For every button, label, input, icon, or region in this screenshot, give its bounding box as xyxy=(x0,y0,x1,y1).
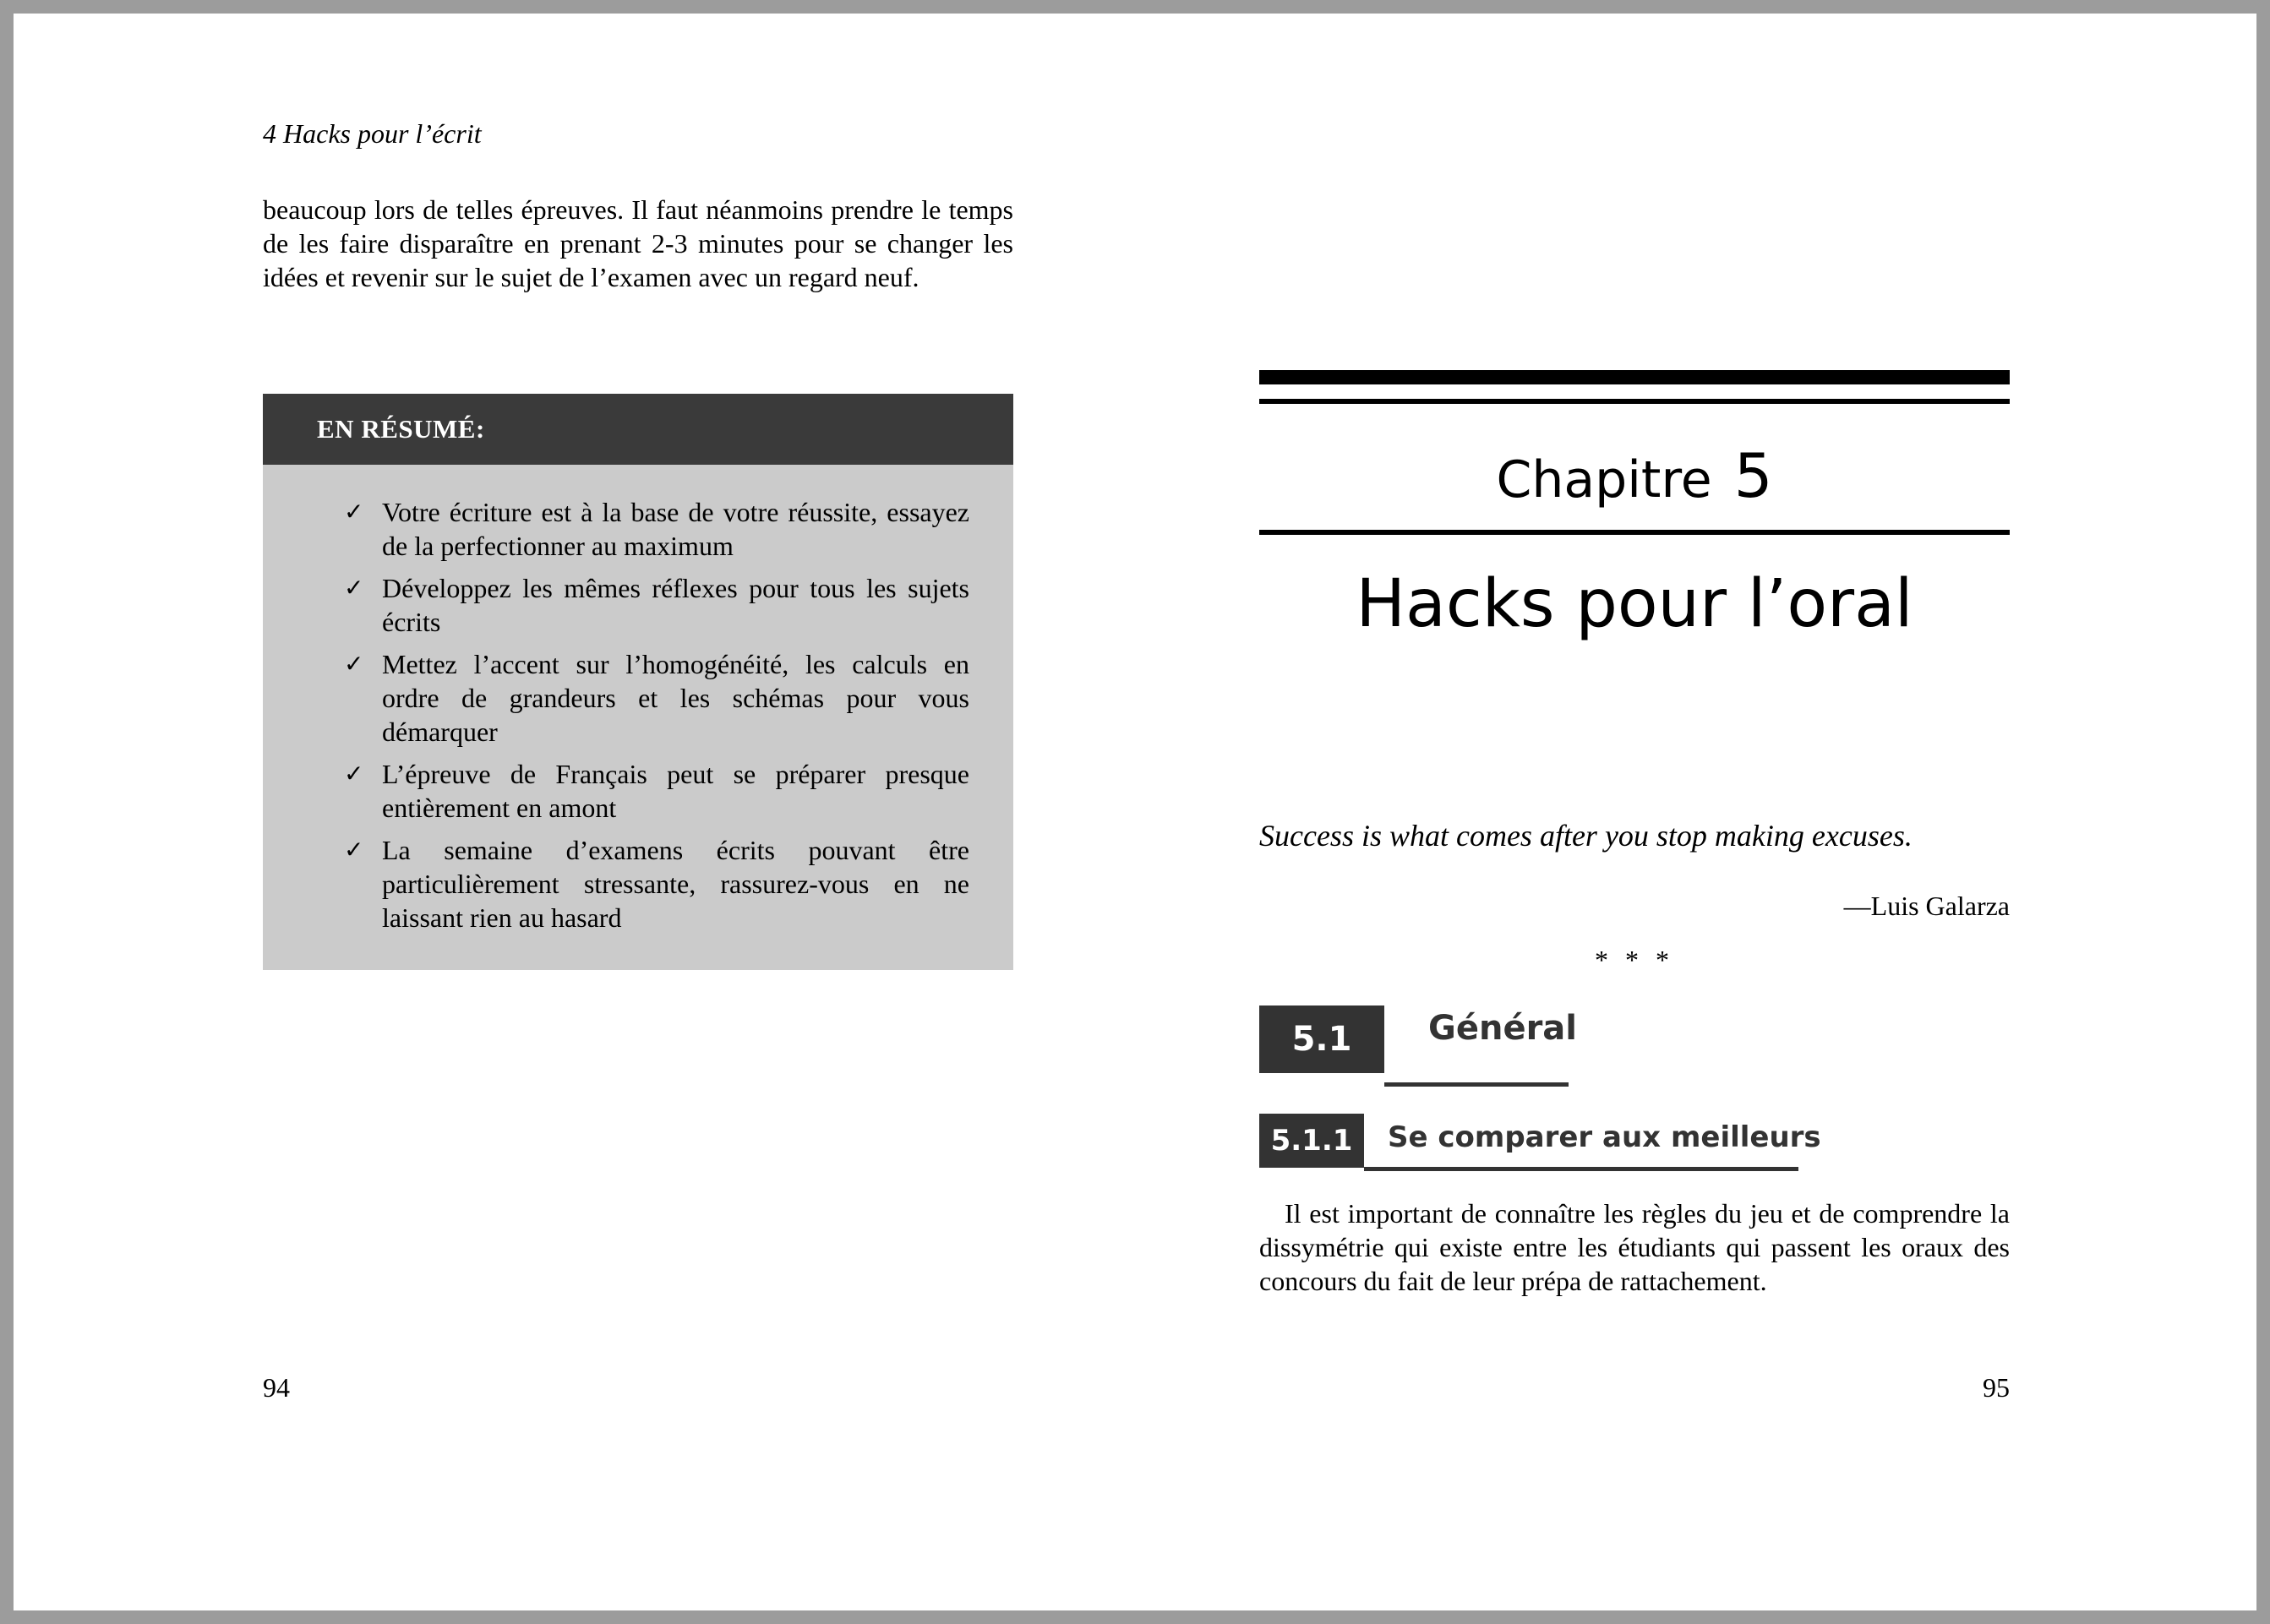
chapter-number: 5 xyxy=(1733,440,1773,511)
section-separator: * * * xyxy=(1595,945,1674,975)
section-number-badge: 5.1 xyxy=(1259,1005,1384,1073)
left-page-paragraph: beaucoup lors de telles épreuves. Il faut néanmoins prendre le temps de les faire disparaître en prenant 2-3 minutes pour se changer les idées et revenir sur le sujet de l’examen avec un regard neuf. xyxy=(263,194,1013,292)
page-number-left: 94 xyxy=(263,1372,290,1403)
right-page-paragraph: Il est important de connaître les règles du jeu et de comprendre la dissymétrie qui existe entre les étudiants qui passent les oraux des concours du fait de leur prépa de rattachement. xyxy=(1259,1198,2010,1296)
summary-item xyxy=(344,571,969,639)
subsection-number-badge: 5.1.1 xyxy=(1259,1114,1364,1168)
chapter-rule-top xyxy=(1259,399,2010,404)
chapter-title: Hacks pour l’oral xyxy=(1356,566,1913,642)
book-spread xyxy=(14,14,2256,1610)
summary-box xyxy=(263,394,1013,970)
summary-item-text: Mettez l’accent sur l’homogénéité, les calculs en ordre de grandeurs et les schémas pour vous démarquer xyxy=(382,649,969,747)
running-head: 4 Hacks pour l’écrit xyxy=(263,118,482,149)
subsection-title: Se comparer aux meilleurs xyxy=(1388,1120,1821,1154)
page-number-right: 95 xyxy=(1983,1372,2010,1403)
subsection-underline xyxy=(1364,1167,1798,1171)
checkmark-icon: ✓ xyxy=(344,836,364,864)
summary-item xyxy=(344,647,969,749)
summary-title: EN RÉSUMÉ: xyxy=(317,414,485,444)
summary-item-text: Votre écriture est à la base de votre réussite, essayez de la perfectionner au maximum xyxy=(382,497,969,561)
checkmark-icon: ✓ xyxy=(344,650,364,678)
checkmark-icon: ✓ xyxy=(344,574,364,602)
epigraph-quote: Success is what comes after you stop making excuses. xyxy=(1259,819,1913,853)
summary-item-text: L’épreuve de Français peut se préparer presque entièrement en amont xyxy=(382,759,969,823)
section-underline xyxy=(1384,1082,1569,1087)
summary-item xyxy=(344,833,969,935)
summary-item-text: La semaine d’examens écrits pouvant être particulièrement stressante, rassurez-vous en ne laissant rien au hasard xyxy=(382,835,969,933)
summary-item xyxy=(344,495,969,563)
chapter-label: Chapitre xyxy=(1496,450,1712,510)
epigraph-author: —Luis Galarza xyxy=(1843,891,2010,921)
summary-item xyxy=(344,757,969,825)
chapter-heading xyxy=(1259,440,2010,511)
summary-list xyxy=(344,495,969,943)
checkmark-icon: ✓ xyxy=(344,498,364,526)
section-title: Général xyxy=(1428,1009,1577,1048)
summary-header xyxy=(263,394,1013,465)
checkmark-icon: ✓ xyxy=(344,760,364,787)
chapter-rule-thick xyxy=(1259,370,2010,384)
summary-item-text: Développez les mêmes réflexes pour tous les sujets écrits xyxy=(382,573,969,637)
chapter-rule-bottom xyxy=(1259,530,2010,535)
